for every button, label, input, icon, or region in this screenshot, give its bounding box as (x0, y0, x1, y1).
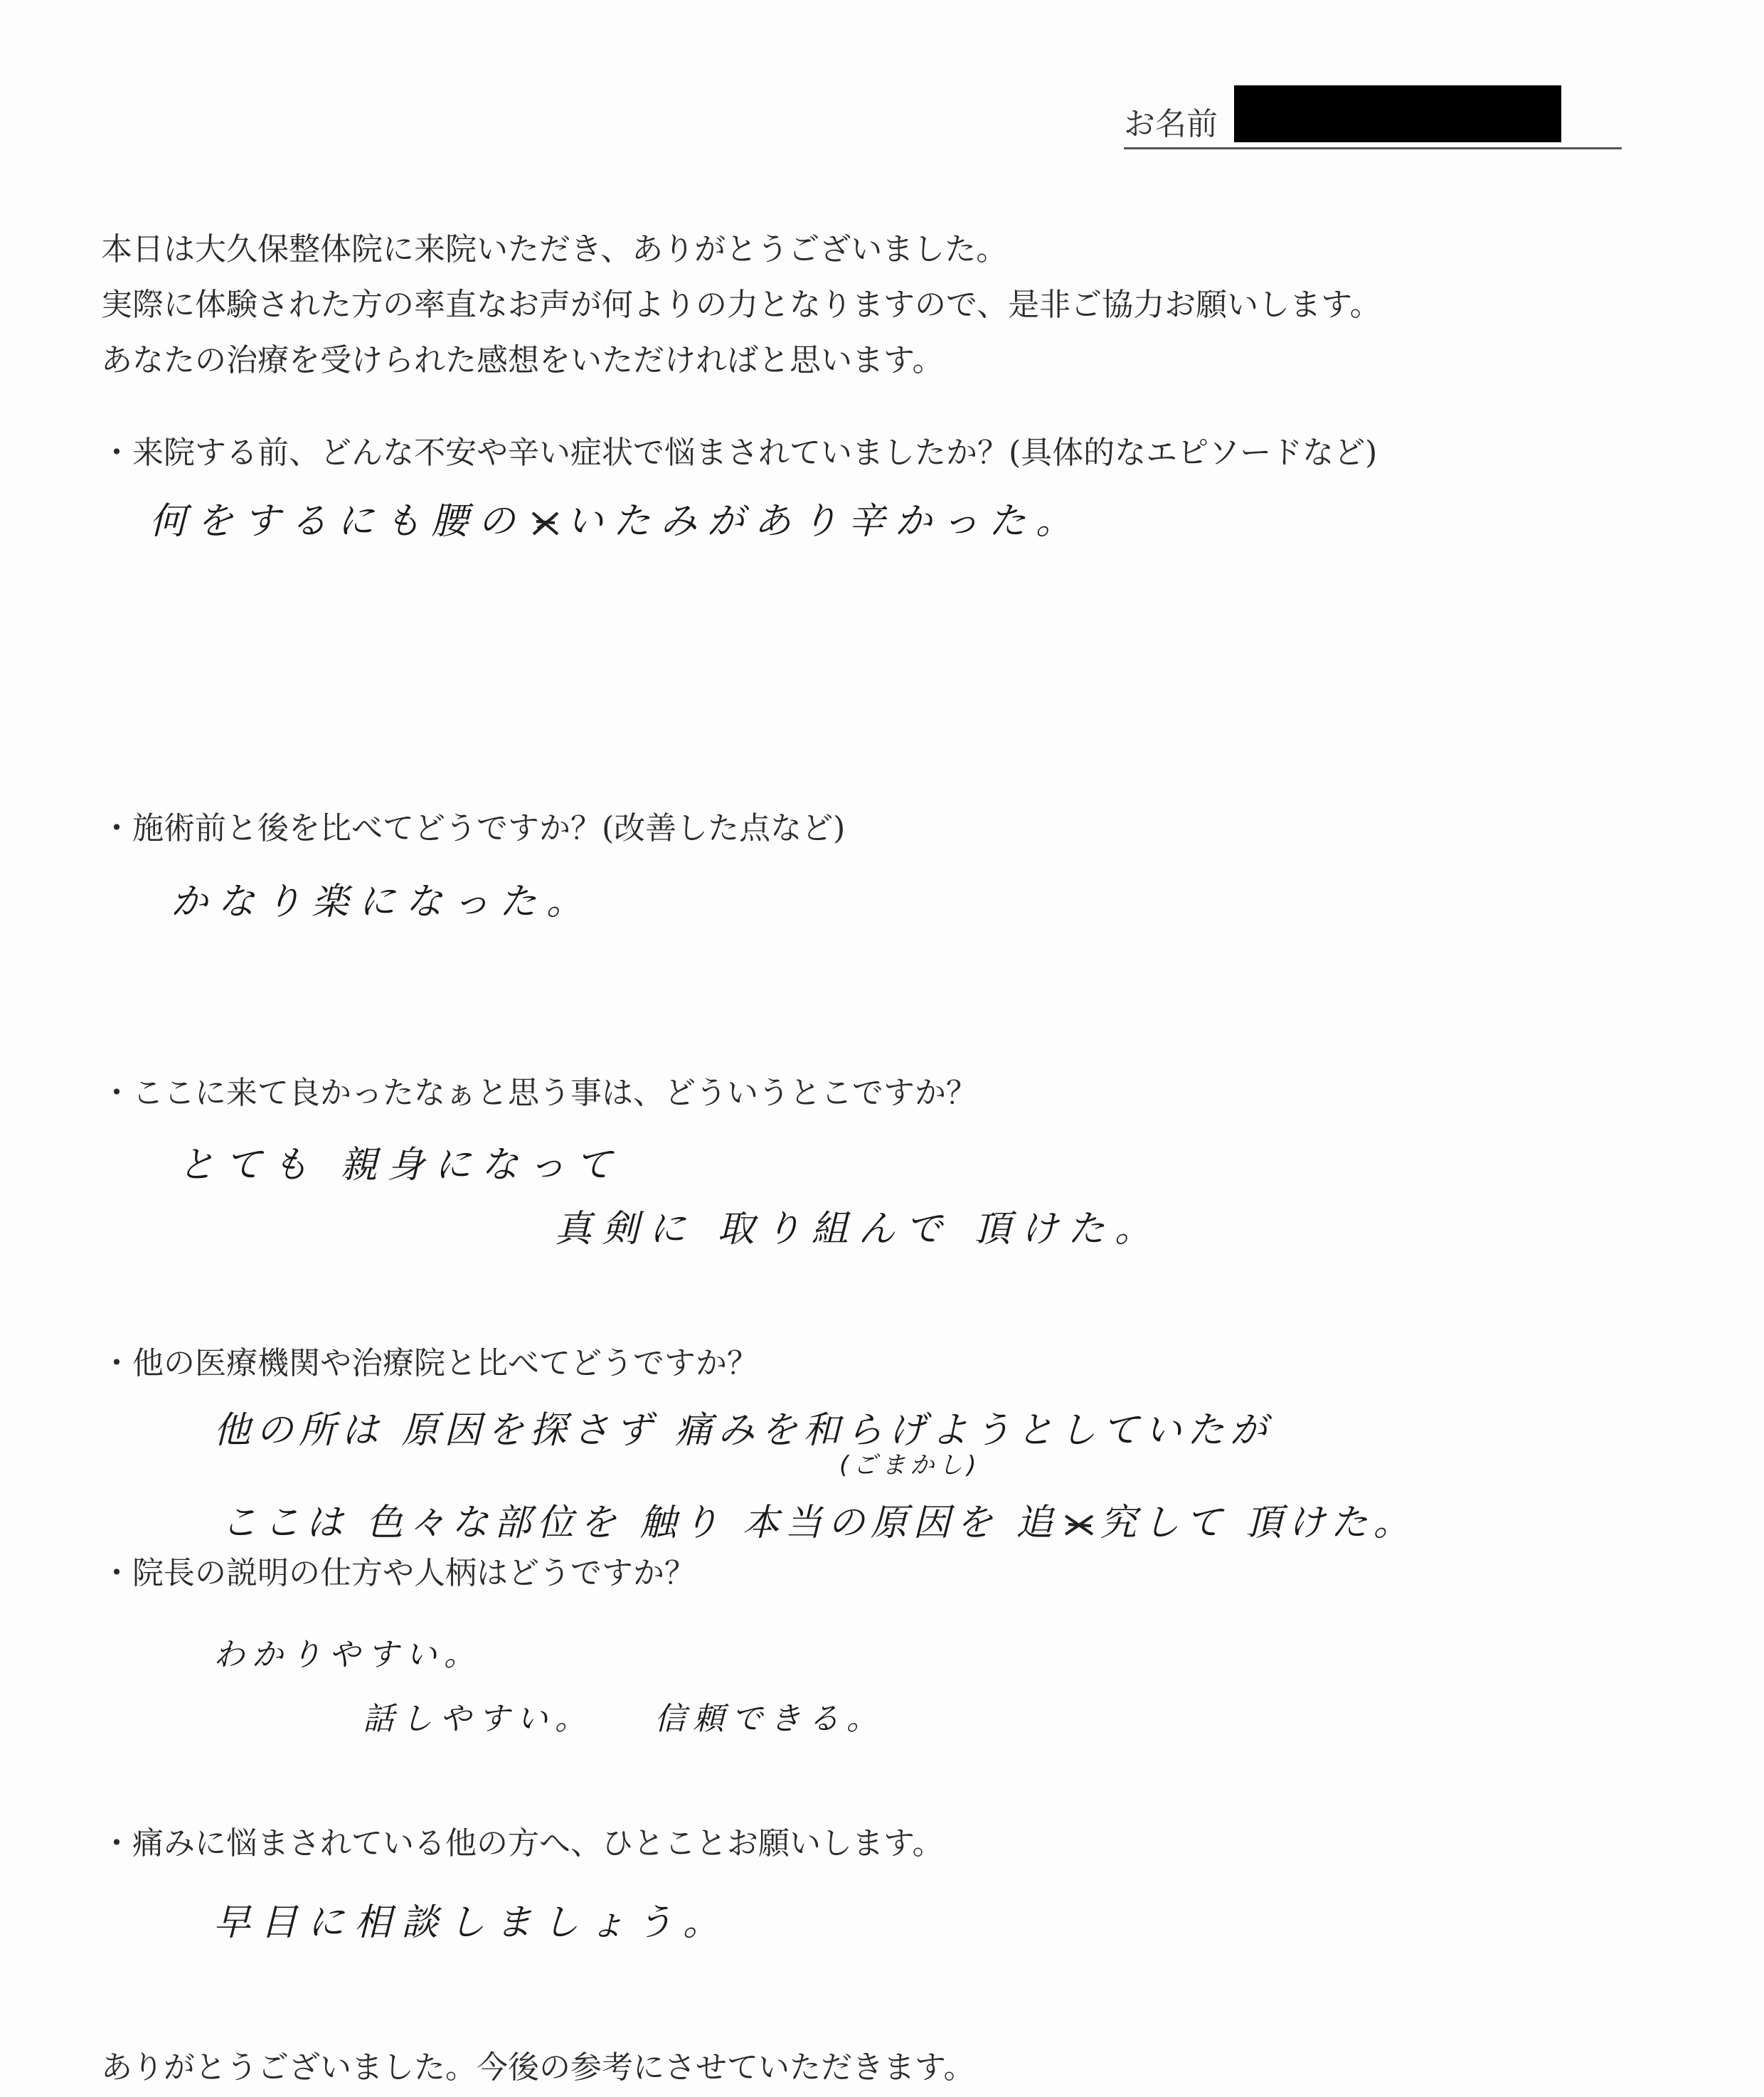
answer-4-line-1: 他の所は 原因を探さず 痛みを和らげようとしていたが (213, 1409, 1273, 1452)
intro-line-1: 本日は大久保整体院に来院いただき、ありがとうございました。 (101, 231, 1008, 267)
intro-line-2: 実際に体験された方の率直なお声が何よりの力となりますので、是非ご協力お願いします。 (101, 287, 1381, 323)
name-field (1124, 85, 1622, 149)
answer-4-line-2-part-a: ここは 色々な部位を 触り 本当の原因を 追 (220, 1502, 1059, 1544)
answer-5-line-1: わかりやすい。 (213, 1637, 482, 1673)
answer-5-line-2a: 話しやすい。 (363, 1701, 593, 1737)
answer-3-line-1: とても 親身になって (178, 1144, 622, 1186)
answer-1-part-a: 何をするにも腰の (149, 500, 526, 543)
answer-5-line-2b: 信頼できる。 (654, 1701, 885, 1737)
answer-4-line-2-part-b: 究して 頂けた。 (1100, 1502, 1416, 1544)
answer-6: 早目に相談しましょう。 (213, 1901, 730, 1944)
closing-text: ありがとうございました。今後の参考にさせていただきます。 (101, 2049, 975, 2086)
name-underline (1124, 147, 1622, 149)
scribble-icon (1063, 1509, 1095, 1541)
question-5: ・院長の説明の仕方や人柄はどうですか？ (101, 1555, 696, 1591)
answer-1 (149, 491, 1083, 544)
question-4: ・他の医療機関や治療院と比べてどうですか？ (101, 1345, 758, 1381)
question-6: ・痛みに悩まされている他の方へ、ひとことお願いします。 (101, 1825, 944, 1862)
scribble-icon (529, 507, 562, 540)
question-2: ・施術前と後を比べてどうですか？(改善した点など) (101, 810, 846, 846)
answer-2: かなり楽になった。 (171, 881, 594, 923)
intro-text (101, 222, 1666, 388)
question-1: ・来院する前、どんな不安や辛い症状で悩まされていましたか？(具体的なエピソードなど) (101, 435, 1378, 471)
name-redaction-block (1234, 85, 1561, 142)
name-label: お名前 (1124, 106, 1218, 142)
answer-4-line-2 (220, 1492, 1416, 1546)
answer-4-note: (ごまかし) (839, 1451, 981, 1480)
question-3: ・ここに来て良かったなぁと思う事は、どういうとこですか？ (101, 1075, 977, 1111)
answer-3-line-2: 真剣に 取り組んで 頂けた。 (555, 1208, 1162, 1251)
answer-1-part-b: いたみがあり辛かった。 (566, 500, 1083, 543)
intro-line-3: あなたの治療を受けられた感想をいただければと思います。 (101, 342, 944, 378)
